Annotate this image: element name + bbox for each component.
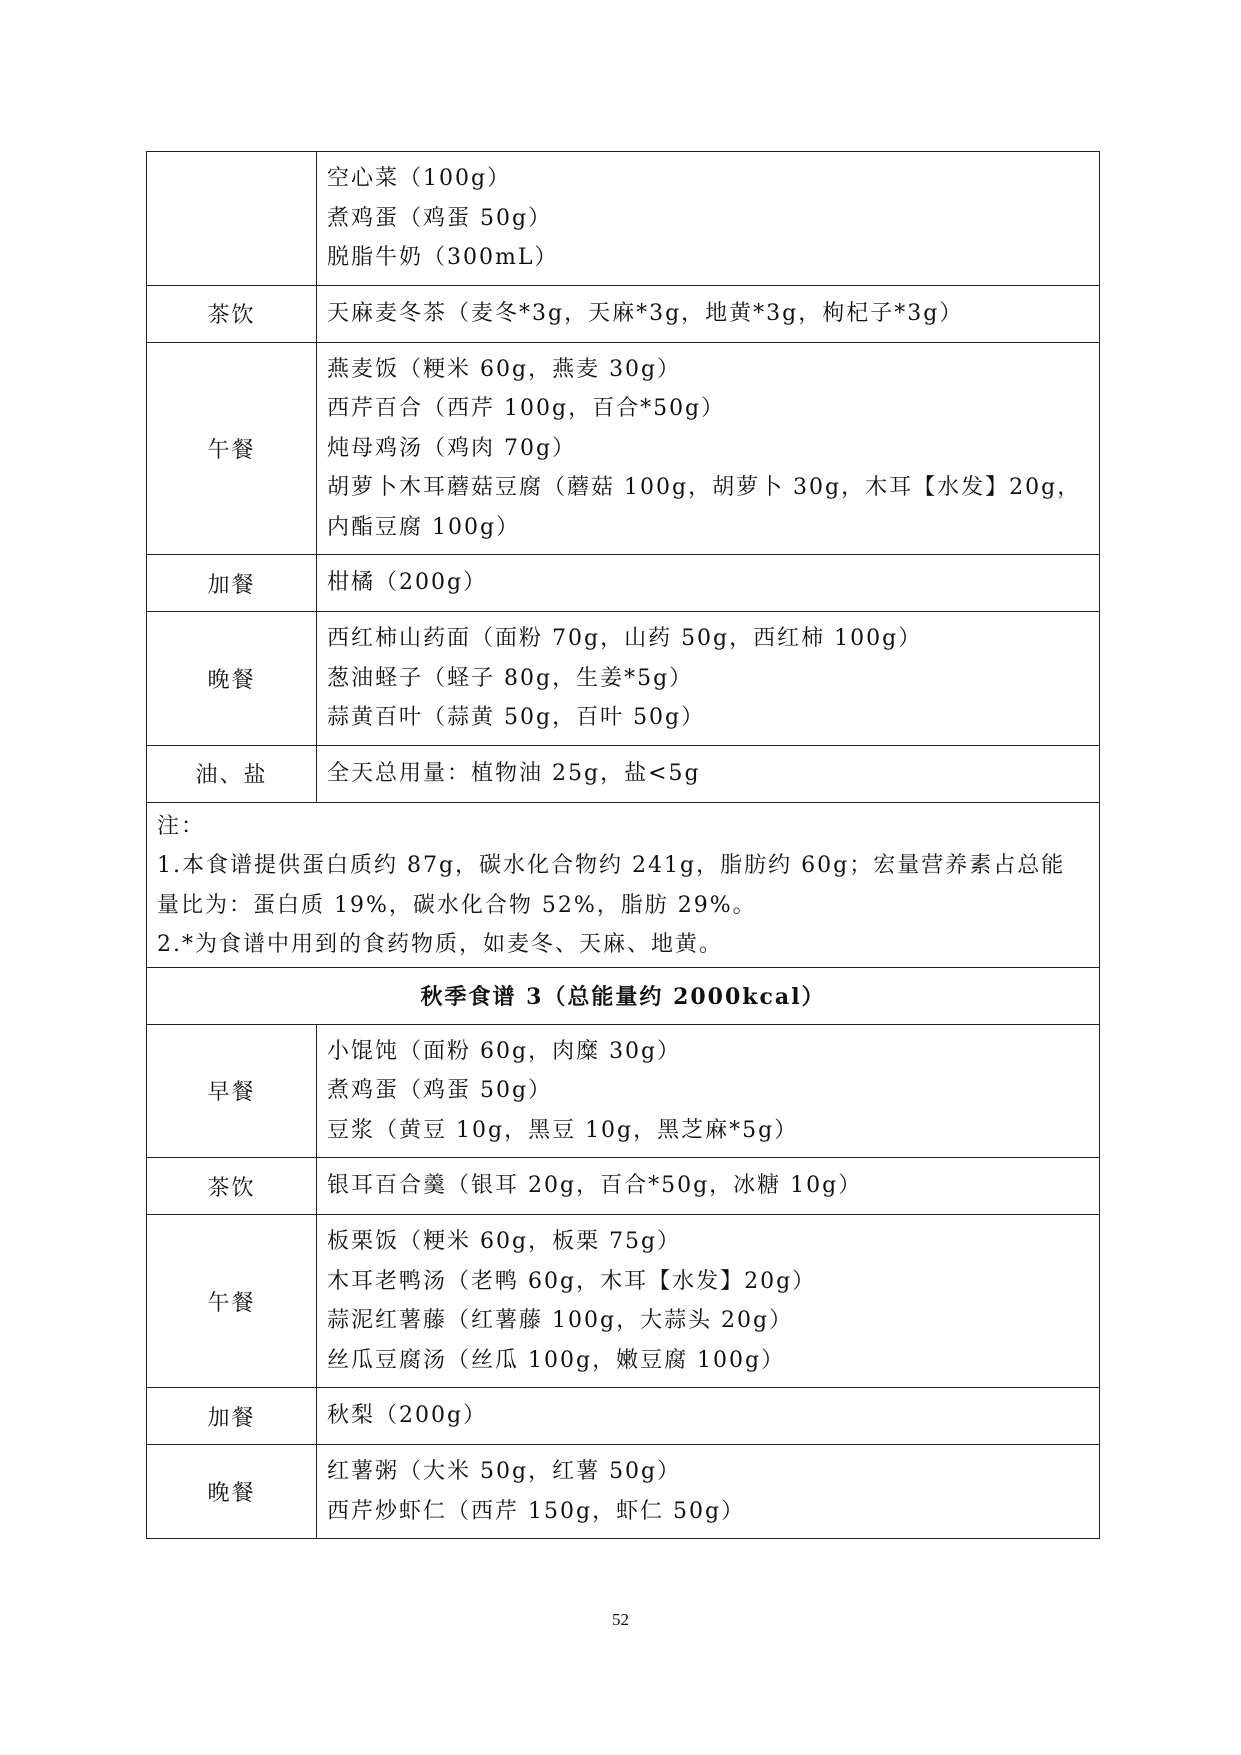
table-row-notes: [147, 802, 1100, 967]
food-item: 脱脂牛奶（300mL）: [327, 245, 559, 270]
food-item: 胡萝卜木耳蘑菇豆腐（蘑菇 100g，胡萝卜 30g，木耳【水发】20g，内酯豆腐 100g）: [327, 475, 1082, 540]
food-item: 小馄饨（面粉 60g，肉糜 30g）: [327, 1038, 682, 1064]
meal-label: 加餐: [147, 1388, 317, 1445]
table-row-section-title: [147, 967, 1100, 1024]
food-item: 蒜泥红薯藤（红薯藤 100g，大蒜头 20g）: [327, 1308, 794, 1333]
meal-label: 茶饮: [147, 285, 317, 342]
meal-items: [317, 1024, 1100, 1158]
page-number: 52: [612, 1610, 629, 1629]
food-item: 蒜黄百叶（蒜黄 50g，百叶 50g）: [327, 705, 706, 730]
food-item: 西红柿山药面（面粉 70g，山药 50g，西红柿 100g）: [327, 626, 923, 651]
food-item: 煮鸡蛋（鸡蛋 50g）: [327, 205, 553, 231]
food-item: 全天总用量：植物油 25g，盐<5g: [327, 760, 701, 786]
meal-label: 午餐: [147, 1215, 317, 1388]
notes-item: 1.本食谱提供蛋白质约 87g，碳水化合物约 241g，脂肪约 60g；宏量营养素占总能量比为：蛋白质 19%，碳水化合物 52%，脂肪 29%。: [157, 853, 1066, 918]
food-item: 秋梨（200g）: [327, 1403, 488, 1429]
notes-heading: 注：: [157, 813, 206, 839]
table-row-breakfast-continued: [147, 152, 1100, 286]
meal-label: 油、盐: [147, 745, 317, 802]
meal-items: [317, 555, 1100, 612]
table-row-lunch: [147, 342, 1100, 555]
meal-items: [317, 152, 1100, 286]
meal-label: 早餐: [147, 1024, 317, 1158]
meal-items: [317, 285, 1100, 342]
food-item: 红薯粥（大米 50g，红薯 50g）: [327, 1459, 682, 1484]
food-item: 银耳百合羹（银耳 20g，百合*50g，冰糖 10g）: [327, 1173, 863, 1199]
table-row-tea: [147, 1158, 1100, 1215]
meal-items: [317, 1388, 1100, 1445]
table-row-dinner: [147, 612, 1100, 746]
food-item: 西芹百合（西芹 100g，百合*50g）: [327, 396, 726, 421]
meal-label: 晚餐: [147, 1445, 317, 1539]
table-row-snack: [147, 1388, 1100, 1445]
meal-label: 午餐: [147, 342, 317, 555]
food-item: 炖母鸡汤（鸡肉 70g）: [327, 435, 577, 461]
meal-label: 加餐: [147, 555, 317, 612]
food-item: 板栗饭（粳米 60g，板栗 75g）: [327, 1229, 682, 1254]
recipe-table: [146, 151, 1100, 1539]
food-item: 煮鸡蛋（鸡蛋 50g）: [327, 1078, 553, 1103]
table-row-dinner: [147, 1445, 1100, 1539]
meal-label: [147, 152, 317, 286]
food-item: 葱油蛏子（蛏子 80g，生姜*5g）: [327, 665, 694, 691]
meal-label: 晚餐: [147, 612, 317, 746]
meal-items: [317, 1158, 1100, 1215]
food-item: 燕麦饭（粳米 60g，燕麦 30g）: [327, 356, 682, 382]
table-row-lunch: [147, 1215, 1100, 1388]
meal-items: [317, 612, 1100, 746]
meal-items: [317, 745, 1100, 802]
food-item: 豆浆（黄豆 10g，黑豆 10g，黑芝麻*5g）: [327, 1117, 799, 1143]
meal-items: [317, 1445, 1100, 1539]
table-row-oil-salt: [147, 745, 1100, 802]
food-item: 柑橘（200g）: [327, 570, 488, 596]
table-row-snack: [147, 555, 1100, 612]
food-item: 空心菜（100g）: [327, 166, 512, 191]
meal-items: [317, 342, 1100, 555]
food-item: 木耳老鸭汤（老鸭 60g，木耳【水发】20g）: [327, 1268, 817, 1294]
meal-items: [317, 1215, 1100, 1388]
table-row-tea: [147, 285, 1100, 342]
food-item: 西芹炒虾仁（西芹 150g，虾仁 50g）: [327, 1498, 746, 1524]
notes-item: 2.*为食谱中用到的食药物质，如麦冬、天麻、地黄。: [157, 932, 723, 957]
food-item: 天麻麦冬茶（麦冬*3g，天麻*3g，地黄*3g，枸杞子*3g）: [327, 300, 964, 326]
notes-cell: [147, 802, 1100, 967]
table-row-breakfast: [147, 1024, 1100, 1158]
food-item: 丝瓜豆腐汤（丝瓜 100g，嫩豆腐 100g）: [327, 1347, 786, 1373]
meal-label: 茶饮: [147, 1158, 317, 1215]
section-title: 秋季食谱 3（总能量约 2000kcal）: [147, 967, 1100, 1024]
